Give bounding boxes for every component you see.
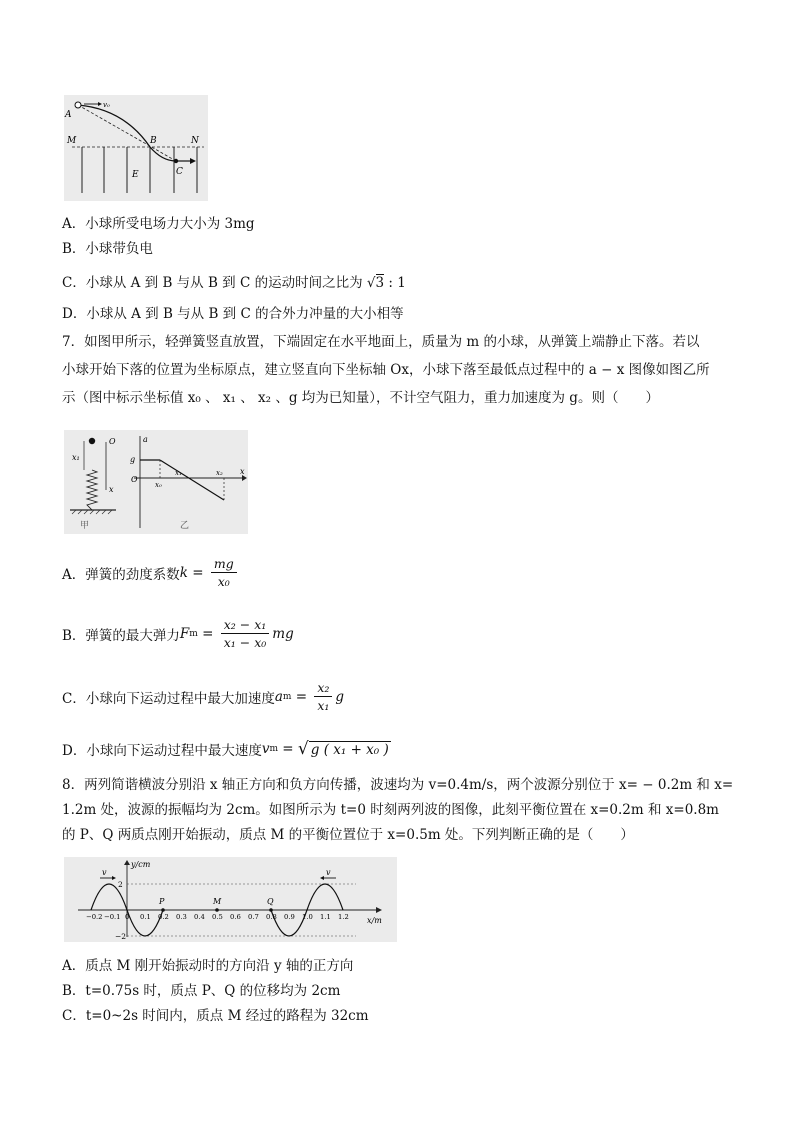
ground-hatch [72, 510, 112, 514]
tick-label: 0.2 [158, 913, 169, 921]
fraction-am: $\frac{\text{x₂}}{\text{x₁}}$ [314, 680, 332, 713]
tick-label: 1.1 [320, 913, 331, 921]
label-v-left: v [102, 868, 107, 877]
tick-label: 0.8 [266, 913, 277, 921]
label-o-graph: O [131, 475, 138, 484]
label-n: N [191, 136, 199, 146]
q7-option-d: D． 小球向下运动过程中最大速度 v m = √ g ( x₁ + x₀ ) [62, 739, 389, 759]
label-m: M [213, 897, 222, 906]
spring [87, 470, 97, 510]
label-q: Q [267, 897, 274, 906]
q6-option-a: A．小球所受电场力大小为 3mg [62, 216, 255, 232]
q6-option-d: D．小球从 A 到 B 与从 B 到 C 的合外力冲量的大小相等 [62, 306, 404, 322]
label-x-spring: x [109, 485, 114, 494]
fraction-k: $\frac{mg}{\text{x₀}}$ [211, 556, 237, 589]
tick-label: 0.5 [212, 913, 223, 921]
tick-label: 0.7 [248, 913, 259, 921]
figure-waves [64, 857, 397, 942]
tick-label: −0.2 [86, 913, 103, 921]
label-xm: x/m [367, 916, 382, 925]
label-v-right: v [326, 868, 331, 877]
label-m: M [67, 136, 77, 146]
tick-label: −0.1 [104, 913, 121, 921]
figure-ball-field-svg [64, 95, 208, 201]
graph-slope [160, 460, 224, 500]
right-v-arrowhead [320, 876, 324, 880]
q7-option-a: A． 弹簧的劲度系数 k = $\frac{mg}{\text{x₀}}$ [62, 556, 240, 589]
q7-option-c: C． 小球向下运动过程中最大加速度 a m = $\frac{\text{x₂}}{\text{x₁}}$ g [62, 680, 345, 713]
figure-waves-svg [64, 857, 397, 942]
figure-ball-field [64, 95, 208, 201]
label-a-axis: a [143, 435, 148, 444]
figure-spring-graph [64, 430, 248, 534]
label-jia: 甲 [80, 521, 90, 531]
q8-option-b: B．t=0.75s 时，质点 P、Q 的位移均为 2cm [62, 983, 341, 999]
point-c [174, 159, 178, 163]
tick-label: 0.9 [284, 913, 295, 921]
label-g: g [130, 455, 136, 464]
tick-label: 0.3 [176, 913, 187, 921]
q7-option-b: B． 弹簧的最大弹力 F m = $\frac{\text{x₂ − x₁}}{\text{x₁ − x₀}}$ mg [62, 617, 294, 650]
label-v0: v₀ [103, 101, 110, 109]
label-y-pos: 2 [118, 880, 123, 889]
q7-stem-1: 7．如图甲所示，轻弹簧竖直放置，下端固定在水平地面上，质量为 m 的小球，从弹簧上端静止下落。若以 [62, 334, 700, 350]
q8-stem-1: 8．两列简谐横波分别沿 x 轴正方向和负方向传播，波速均为 v=0.4m/s，两个波源分别位于 x= − 0.2m 和 x= [62, 777, 734, 793]
q7-stem-2: 小球开始下落的位置为坐标原点，建立竖直向下坐标轴 Ox，小球下落至最低点过程中的 a − x 图像如图乙所 [62, 362, 710, 378]
label-x2: x₂ [216, 469, 223, 477]
ball-a [75, 102, 81, 108]
tick-label: 0.1 [140, 913, 151, 921]
label-yi: 乙 [180, 521, 190, 531]
exit-arrowhead [190, 158, 196, 164]
q8-stem-3: 的 P、Q 两质点刚开始振动，质点 M 的平衡位置位于 x=0.5m 处。下列判断正确的是（ ） [62, 827, 634, 843]
label-y-neg: −2 [115, 932, 127, 941]
q7-stem-3: 示（图中标示坐标值 x₀ 、 x₁ 、 x₂ 、g 均为已知量），不计空气阻力，重力加速度为 g。则（ ） [62, 390, 659, 406]
tick-label: 0.6 [230, 913, 241, 921]
q8-option-c: C．t=0~2s 时间内，质点 M 经过的路程为 32cm [62, 1008, 369, 1024]
fraction-fm: $\frac{\text{x₂ − x₁}}{\text{x₁ − x₀}}$ [221, 617, 270, 650]
point-m [215, 908, 219, 912]
label-x0: x₀ [155, 481, 162, 489]
point-q [269, 908, 273, 912]
sqrt-symbol: √ [366, 275, 376, 291]
q8-option-a: A．质点 M 刚开始振动时的方向沿 y 轴的正方向 [62, 958, 354, 974]
tick-label: 0 [125, 913, 130, 921]
tick-label: 0.4 [194, 913, 205, 921]
v0-arrowhead [98, 102, 102, 106]
tick-label: 1.2 [338, 913, 349, 921]
label-a: A [65, 110, 72, 120]
sqrt-symbol-vm: √ [297, 739, 309, 759]
q8-stem-2: 1.2m 处，波源的振幅均为 2cm。如图所示为 t=0 时刻两列波的图像，此刻平衡位置在 x=0.2m 和 x=0.8m [62, 802, 719, 818]
point-p [161, 908, 165, 912]
left-v-arrowhead [112, 876, 116, 880]
label-b: B [150, 136, 157, 146]
label-x1-spring: x₁ [72, 453, 80, 462]
wave-x-arrowhead [376, 907, 382, 913]
figure-spring-graph-svg [64, 430, 248, 534]
ball [89, 438, 95, 444]
tick-label: 1.0 [302, 913, 313, 921]
label-o-spring: O [109, 437, 116, 446]
label-ycm: y/cm [131, 860, 151, 869]
label-x1-graph: x₁ [175, 469, 182, 477]
q6-option-b: B．小球带负电 [62, 241, 153, 257]
label-x-graph: x [240, 467, 245, 476]
wave-ticks [86, 913, 349, 921]
label-e: E [132, 170, 139, 180]
wave-y-arrowhead [124, 860, 130, 865]
q6-option-c: C．小球从 A 到 B 与从 B 到 C 的运动时间之比为 √3 : 1 [62, 275, 406, 291]
label-c: C [176, 167, 183, 177]
label-p: P [159, 897, 165, 906]
